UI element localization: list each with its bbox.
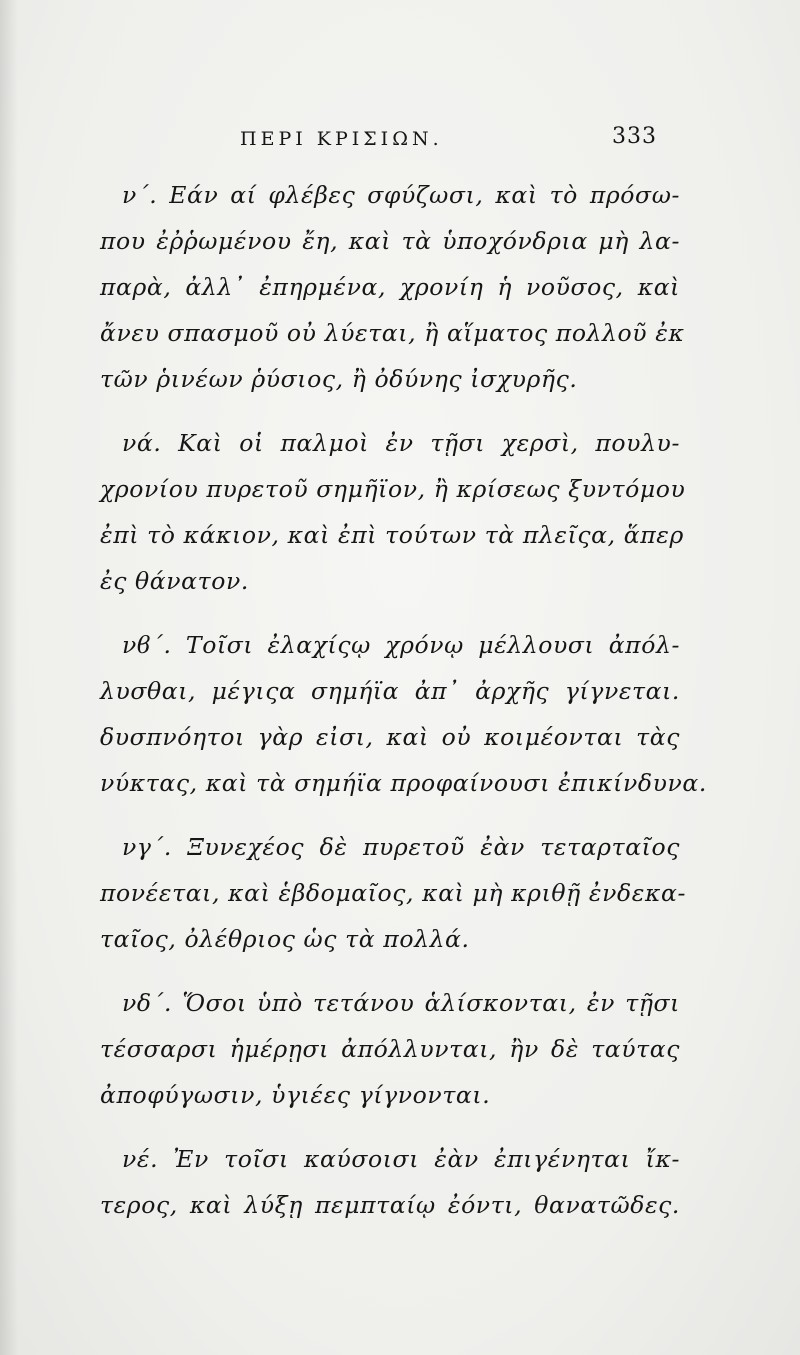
- text-line: νά. Καὶ οἱ παλμοὶ ἐν τῇσι χερσὶ, πουλυ-: [122, 429, 680, 457]
- text-line: ν΄. Εάν αί φλέβες σφύζωσι, καὶ τὸ πρόσω-: [122, 181, 680, 209]
- text-line: νύκτας, καὶ τὰ σημήϊα προφαίνουσι ἐπικίνδυνα.: [100, 769, 707, 797]
- text-line: δυσπνόητοι γὰρ εἰσι, καὶ οὐ κοιμέονται τὰς: [100, 723, 680, 751]
- aphorism-paragraph: [100, 622, 707, 806]
- aphorism-text-block: [100, 172, 707, 1228]
- running-head-title: ΠΕΡΙ ΚΡΙΣΙΩΝ.: [240, 128, 443, 150]
- text-line: ἀποφύγωσιν, ὑγιέες γίγνονται.: [100, 1081, 491, 1109]
- aphorism-paragraph: [100, 172, 685, 402]
- text-line: που ἐῤῥωμένου ἔη, καὶ τὰ ὑποχόνδρια μὴ λα-: [100, 227, 680, 255]
- page-number: 333: [612, 124, 657, 149]
- text-line: τερος, καὶ λύξῃ πεμπταίῳ ἐόντι, θανατῶδες.: [100, 1191, 680, 1219]
- text-line: λυσθαι, μέγιςα σημήϊα ἀπ᾽ ἀρχῆς γίγνεται.: [100, 677, 680, 705]
- text-line: ἄνευ σπασμοῦ οὐ λύεται, ἢ αἵματος πολλοῦ ἐκ: [100, 319, 685, 347]
- page-edge-shadow: [0, 0, 18, 1355]
- text-line: νγ΄. Ξυνεχέος δὲ πυρετοῦ ἐὰν τεταρταῖος: [122, 833, 680, 861]
- aphorism-paragraph: [100, 824, 686, 962]
- aphorism-paragraph: [100, 420, 686, 604]
- text-line: τῶν ῥινέων ῥύσιος, ἢ ὀδύνης ἰσχυρῆς.: [100, 365, 578, 393]
- text-line: νδ΄. Ὅσοι ὑπὸ τετάνου ἁλίσκονται, ἐν τῇσι: [122, 989, 680, 1017]
- aphorism-paragraph: [100, 1136, 680, 1228]
- text-line: τέσσαρσι ἡμέρῃσι ἀπόλλυνται, ἢν δὲ ταύτας: [100, 1035, 680, 1063]
- text-line: νϐ΄. Τοῖσι ἐλαχίςῳ χρόνῳ μέλλουσι ἀπόλ-: [122, 631, 680, 659]
- text-line: ταῖος, ὀλέθριος ὡς τὰ πολλά.: [100, 925, 470, 953]
- text-line: παρὰ, ἀλλ᾽ ἐπηρμένα, χρονίη ἡ νοῦσος, καὶ: [100, 273, 680, 301]
- running-head: [0, 124, 800, 158]
- text-line: νέ. Ἐν τοῖσι καύσοισι ἐὰν ἐπιγένηται ἴκ-: [122, 1145, 680, 1173]
- text-line: πονέεται, καὶ ἑβδομαῖος, καὶ μὴ κριθῇ ἐνδεκα-: [100, 879, 686, 907]
- text-line: ἐς θάνατον.: [100, 567, 249, 595]
- aphorism-paragraph: [100, 980, 680, 1118]
- text-line: ἐπὶ τὸ κάκιον, καὶ ἐπὶ τούτων τὰ πλεῖςα, ἅπερ: [100, 521, 684, 549]
- text-line: χρονίου πυρετοῦ σημῆϊον, ἢ κρίσεως ξυντόμου: [100, 475, 686, 503]
